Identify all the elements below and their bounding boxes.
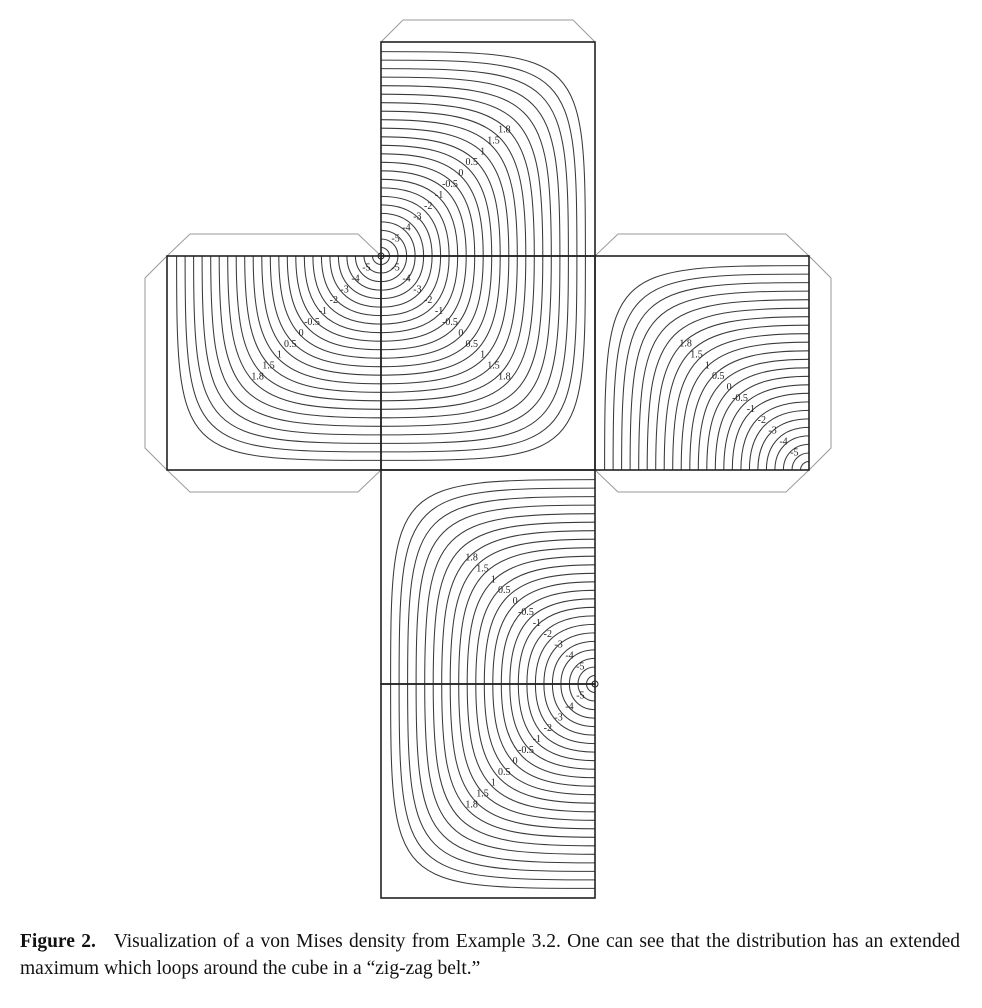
fold-tab-6	[809, 256, 831, 470]
right-face-label: -5	[790, 447, 799, 459]
fold-tab-3	[145, 256, 167, 470]
lower-face-label: 1.5	[476, 788, 489, 800]
left-face-label: 0.5	[283, 338, 297, 350]
center-face-contour	[381, 256, 390, 265]
bottom-face-outline	[381, 470, 595, 684]
bottom-face-label: 1.8	[465, 552, 478, 564]
bottom-face-label: 0	[512, 596, 518, 608]
figure-caption	[20, 928, 960, 982]
center-face-label: 1.5	[487, 360, 500, 372]
lower-face-label: -0.5	[518, 745, 534, 756]
left-face-label: 1	[276, 349, 282, 361]
center-face-label: -4	[402, 273, 411, 285]
top-face-label: -5	[391, 233, 400, 245]
left-face-label: -3	[340, 284, 349, 296]
lower-face-label: 0.5	[497, 766, 511, 778]
top-face-contour	[381, 248, 390, 257]
center-face-label: 0	[458, 327, 464, 339]
bottom-face-label: -1	[532, 617, 542, 629]
lower-face-label: -3	[554, 712, 563, 724]
right-face-label: 1.8	[679, 338, 692, 350]
center-face-label: -3	[413, 284, 422, 296]
center-face-label: 1	[480, 349, 486, 361]
left-face-contour	[185, 256, 381, 452]
right-face-outline	[595, 256, 809, 470]
center-face-label: 0.5	[465, 338, 479, 350]
right-face-label: -0.5	[732, 393, 748, 404]
left-face-label: -5	[362, 262, 371, 274]
fold-tab-7	[595, 470, 809, 492]
center-face-label: 1.8	[498, 371, 511, 383]
fold-tab-1	[381, 20, 595, 42]
center-face-contour	[381, 256, 577, 452]
bottom-face-label: 1	[490, 574, 496, 586]
lower-face-contour	[399, 684, 595, 880]
left-face-label: -4	[351, 273, 360, 285]
right-face-label: -3	[768, 425, 777, 437]
lower-face-contour	[587, 684, 596, 693]
lower-face-label: -1	[532, 734, 542, 746]
right-face-label: 1	[704, 360, 710, 372]
bottom-face-label: 0.5	[497, 585, 511, 597]
right-face-contour	[801, 462, 810, 471]
right-face-label: -2	[757, 414, 766, 426]
top-face-contour	[381, 128, 509, 256]
bottom-face-contour	[587, 676, 596, 685]
left-face-label: -1	[318, 306, 328, 318]
top-face-label: -4	[402, 222, 411, 234]
lower-face-label: 1	[490, 777, 496, 789]
left-face-label: 0	[298, 327, 304, 339]
bottom-face-label: -0.5	[518, 607, 534, 618]
right-face-label: -1	[746, 403, 756, 415]
right-face-label: 0	[726, 382, 732, 394]
right-face-label: 1.5	[690, 349, 703, 361]
bottom-face-label: 1.5	[476, 563, 489, 575]
center-face-label: -5	[391, 262, 400, 274]
lower-face-label: -2	[543, 723, 552, 735]
top-face-label: 1.8	[498, 124, 511, 136]
top-face-label: 0	[458, 168, 464, 180]
bottom-face-label: -2	[543, 628, 552, 640]
right-face-label: 0.5	[711, 371, 725, 383]
top-face-label: 1	[480, 146, 486, 158]
bottom-face-label: -5	[576, 661, 585, 673]
right-face-label: -4	[779, 436, 788, 448]
top-face-label: -3	[413, 211, 422, 223]
top-face-label: 1.5	[487, 135, 500, 147]
lower-face-label: 1.8	[465, 799, 478, 811]
bottom-face-label: -3	[554, 639, 563, 651]
top-face-outline	[381, 42, 595, 256]
top-face-label: -2	[424, 200, 433, 212]
center-face-label: -2	[424, 295, 433, 307]
center-face-label: -0.5	[442, 317, 458, 328]
figure-label: Figure 2.	[20, 931, 96, 952]
fold-tab-4	[167, 470, 381, 492]
top-face-label: -0.5	[442, 179, 458, 190]
left-face-label: 1.8	[251, 371, 264, 383]
left-face-label: -2	[329, 295, 338, 307]
left-face-label: 1.5	[262, 360, 275, 372]
left-face-label: -0.5	[304, 317, 320, 328]
top-face-label: -1	[434, 189, 444, 201]
bottom-face-label: -4	[565, 650, 574, 662]
lower-face-label: -4	[565, 701, 574, 713]
lower-face-label: 0	[512, 755, 518, 767]
fold-tab-5	[595, 234, 809, 256]
left-face-contour	[373, 256, 382, 265]
lower-face-label: -5	[576, 690, 585, 702]
center-face-label: -1	[434, 306, 444, 318]
fold-tab-2	[167, 234, 381, 256]
cube-faces	[167, 42, 809, 898]
top-face-label: 0.5	[465, 157, 479, 169]
caption-text: Visualization of a von Mises density from Example 3.2. One can see that the distribution has an extended maximum which loops around the cube in a “zig-zag belt.”	[20, 931, 960, 979]
